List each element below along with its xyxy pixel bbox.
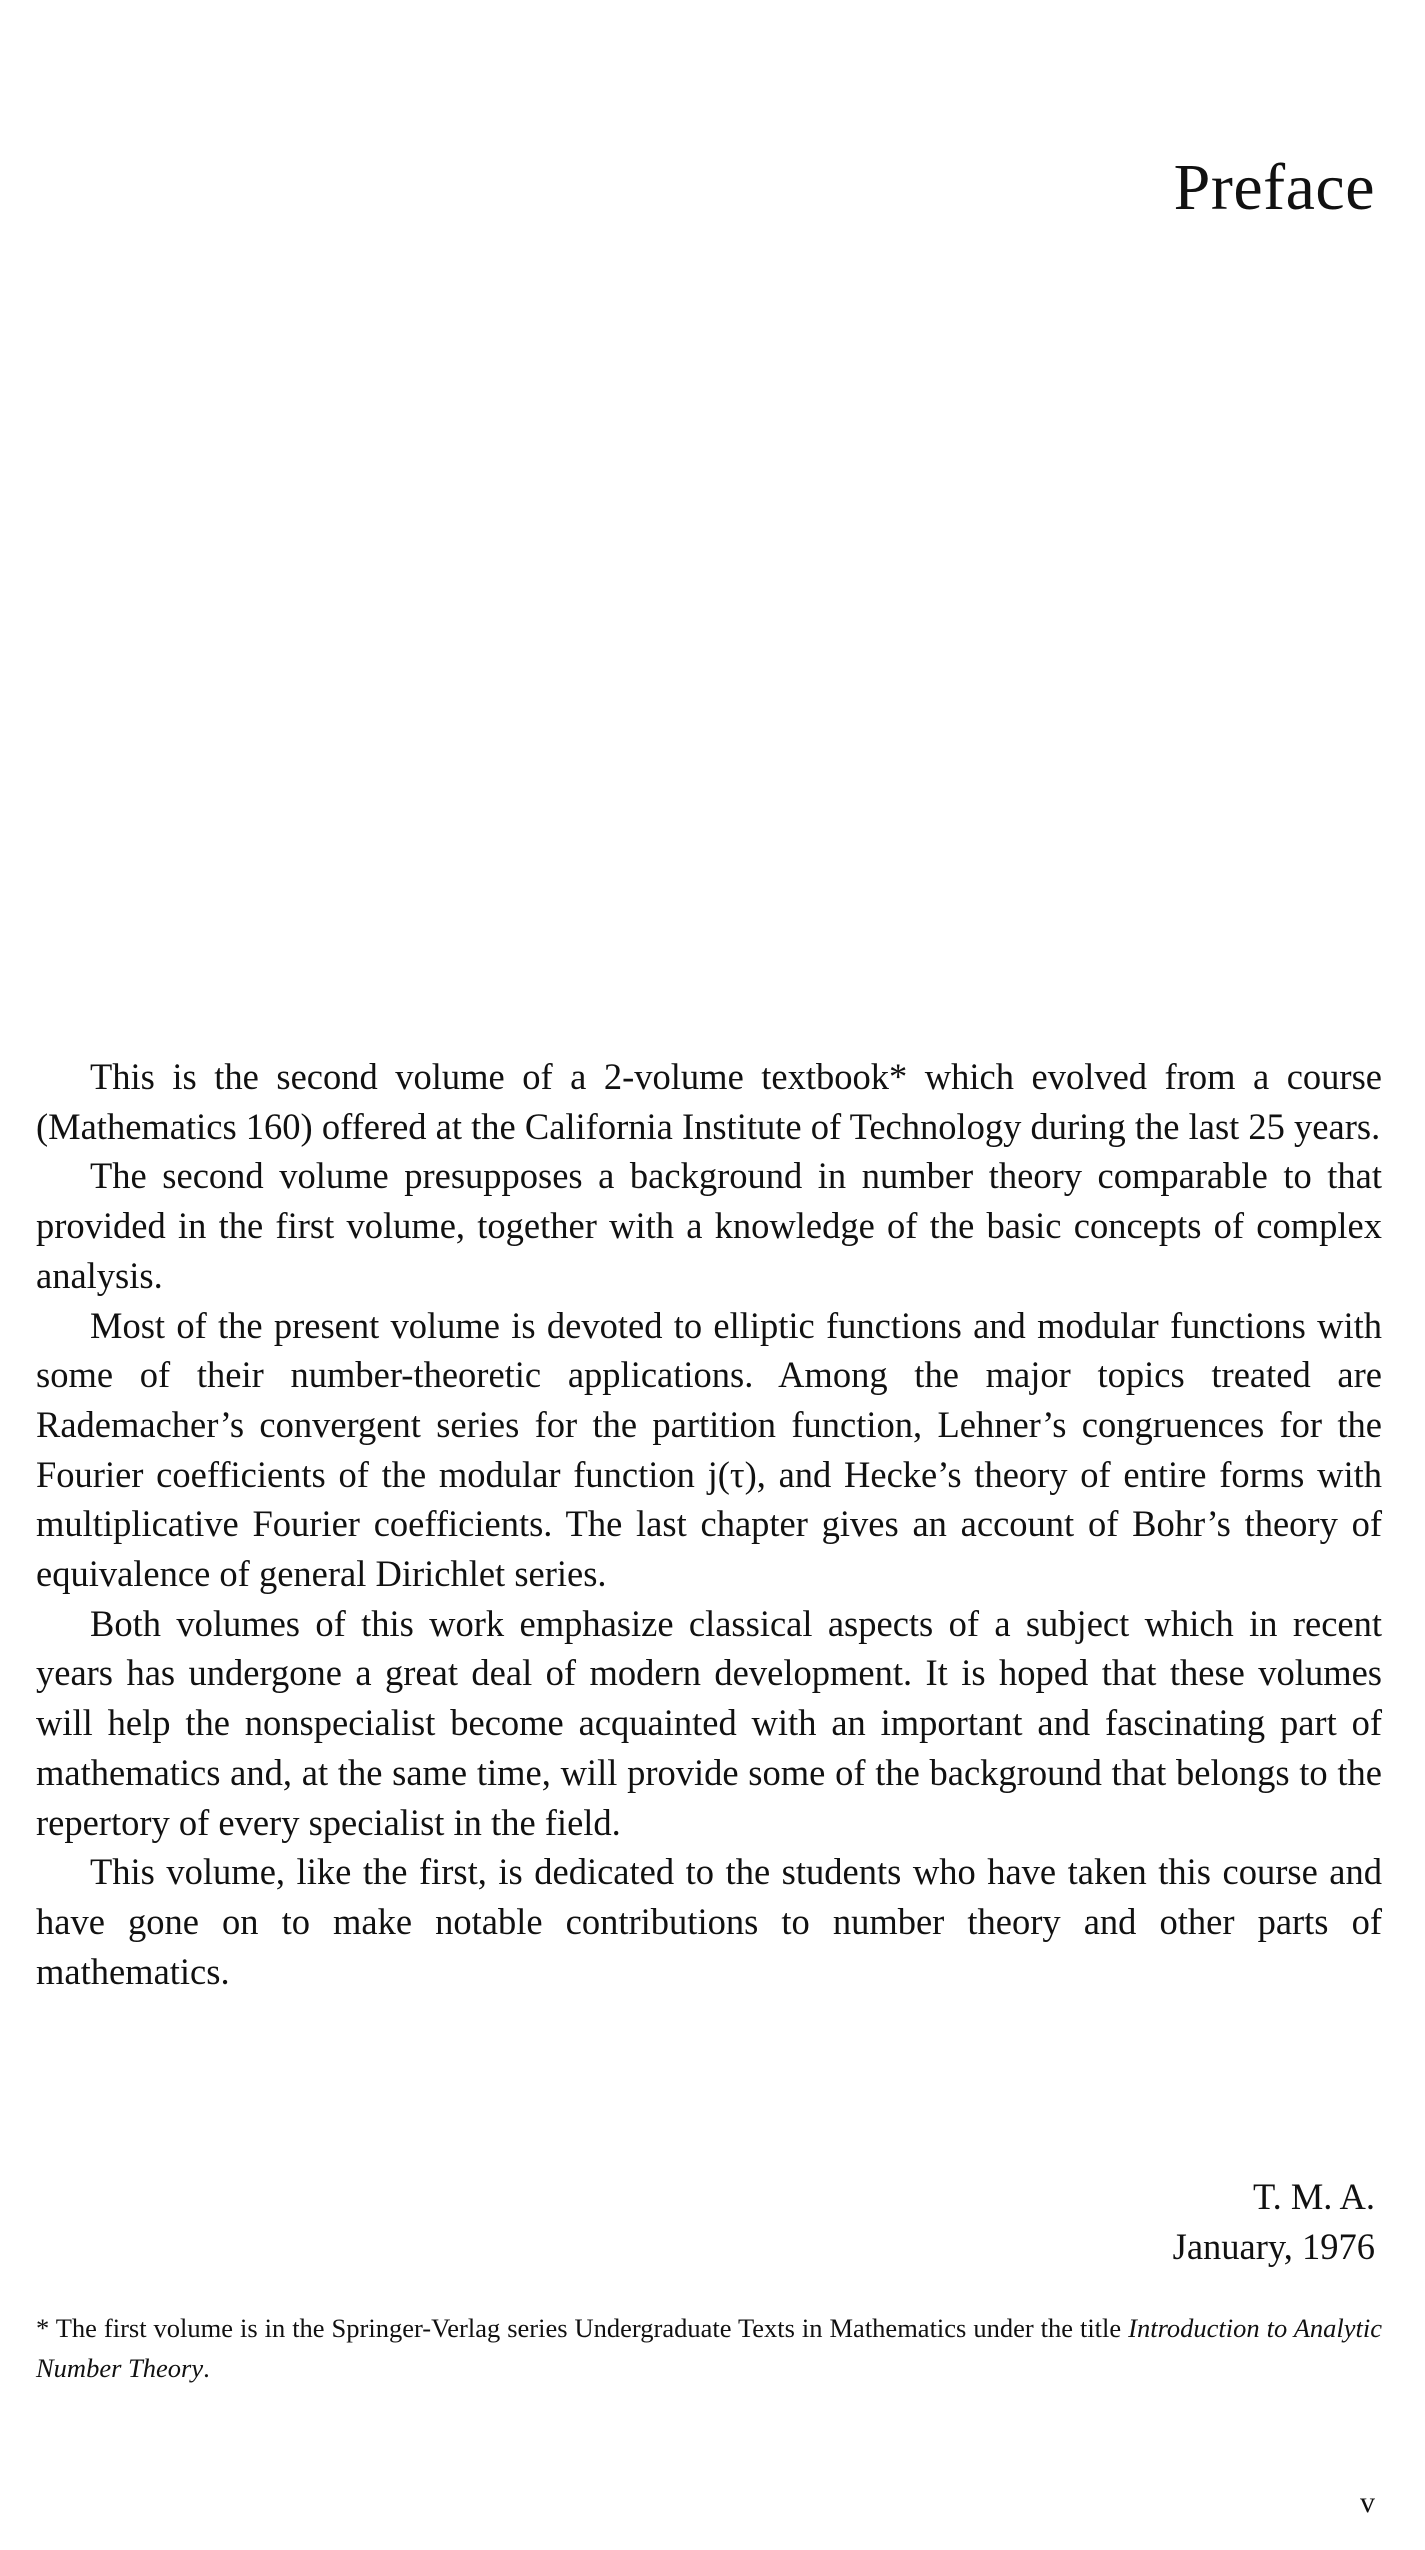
paragraph-2: The second volume presupposes a background in number theory comparable to that provided in the first volume, together with a knowledge of the basic concepts of complex analysis.: [36, 1155, 1382, 1296]
signature-block: [1173, 2172, 1375, 2272]
author-initials: T. M. A.: [1252, 2176, 1375, 2217]
footnote: [36, 2308, 1382, 2388]
paragraph-3: Most of the present volume is devoted to elliptic functions and modular functions with some of their number-theoretic applications. Among the major topics treated are Rademacher’s convergent series for the partition function, Lehner’s congruences for the Fourier coefficients of the modular function j(τ), and Hecke’s theory of entire forms with multiplicative Fourier coefficients. The last chapter gives an account of Bohr’s theory of equivalence of general Dirichlet series.: [36, 1304, 1382, 1595]
footnote-end: .: [203, 2353, 210, 2383]
page-number: v: [1360, 2486, 1375, 2519]
footnote-text: [36, 2308, 1382, 2388]
paragraph-4: Both volumes of this work emphasize classical aspects of a subject which in recent years has undergone a great deal of modern development. It is hoped that these volumes will help the nonspecialist become acquainted with an important and fascinating part of mathematics and, at the same time, will provide some of the background that belongs to the repertory of every specialist in the field.: [36, 1602, 1382, 1843]
page-title: Preface: [1173, 151, 1375, 224]
footnote-book-title: Introduction to Analytic Number Theory: [36, 2313, 1383, 2383]
preface-body: [36, 1052, 1382, 1996]
paragraph-1: This is the second volume of a 2-volume textbook* which evolved from a course (Mathematics 160) offered at the California Institute of Technology during the last 25 years.: [36, 1056, 1382, 1147]
paragraph-5: This volume, like the first, is dedicated to the students who have taken this course and have gone on to make notable contributions to number theory and other parts of mathematics.: [36, 1851, 1382, 1992]
footnote-body: * The first volume is in the Springer-Verlag series Undergraduate Texts in Mathematics under the title: [36, 2313, 1122, 2343]
signature-date: January, 1976: [1172, 2226, 1375, 2267]
